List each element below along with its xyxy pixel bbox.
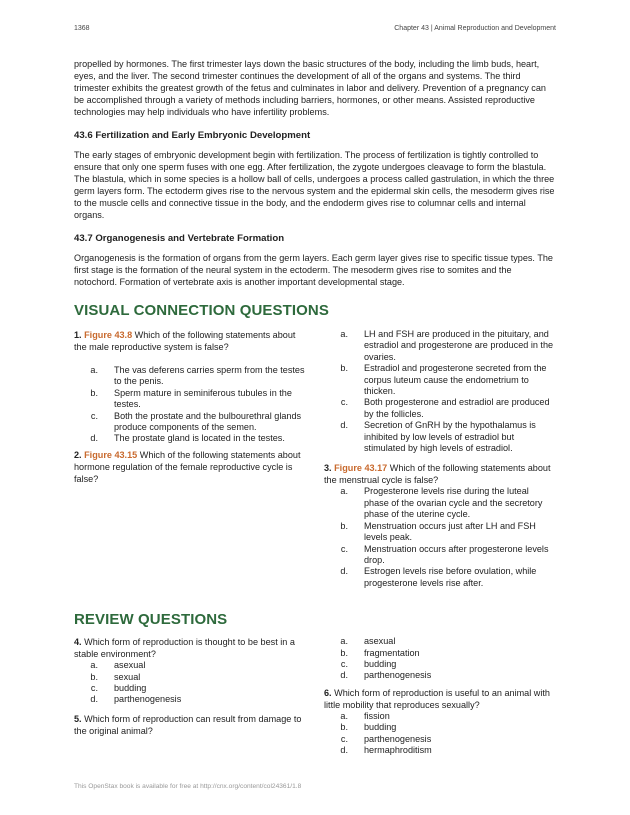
list-item: c. parthenogenesis xyxy=(340,733,432,744)
list-item: d. Secretion of GnRH by the hypothalamus is inhibited by low levels of estradiol but stimulated by high levels of estradiol. xyxy=(340,420,536,454)
q3-options xyxy=(324,486,556,589)
section-body-43-6: The early stages of embryonic development begin with fertilization. The process of fertilization is tightly controlled to ensure that only one sperm fuses with one egg. After fertilization, the zygote undergoes cleavage to form the blastula. The blastula, which in some species is a hollow ball of cells, undergoes a process called gastrulation, in which the three germ layers form. The ectoderm gives rise to the nervous system and the epidermal skin cells, the mesoderm gives rise to the muscle cells and connective tissue in the body, and the endoderm gives rise to columnar cells and internal organs. xyxy=(74,150,555,220)
question-text: Which of the following statements about hormone regulation of the female reproductive cycle is false? xyxy=(74,449,301,484)
list-item: a. Progesterone levels rise during the luteal phase of the ovarian cycle and the secretory phase of the uterine cycle. xyxy=(340,486,543,520)
page-content xyxy=(74,58,556,756)
question-text: Which form of reproduction is useful to an animal with little mobility that reproduces sexually? xyxy=(324,687,550,710)
question-1 xyxy=(74,329,306,353)
list-item: a. LH and FSH are produced in the pituitary, and estradiol and progesterone are produced in the ovaries. xyxy=(340,329,554,362)
q5-options xyxy=(324,636,556,682)
question-number: 5. xyxy=(74,713,82,724)
question-2 xyxy=(74,449,306,485)
q2-options xyxy=(324,329,556,454)
list-item: a. The vas deferens carries sperm from the testes to the penis. xyxy=(90,365,305,387)
vc-right-column xyxy=(324,329,556,589)
review-right-column xyxy=(324,636,556,756)
list-item: c. budding xyxy=(340,658,397,669)
vc-left-column xyxy=(74,329,306,589)
question-5 xyxy=(74,713,306,737)
visual-connection-questions xyxy=(74,329,556,589)
list-item: c. budding xyxy=(90,682,147,693)
list-item: a. asexual xyxy=(90,660,146,671)
review-questions xyxy=(74,636,556,756)
list-item: b. budding xyxy=(340,722,397,733)
list-item: c. Both the prostate and the bulbourethral glands produce components of the semen. xyxy=(90,410,302,433)
question-number: 2. xyxy=(74,449,82,460)
list-item: d. hermaphroditism xyxy=(340,744,432,755)
q4-options xyxy=(74,660,306,706)
question-text: Which of the following statements about the menstrual cycle is false? xyxy=(324,463,551,486)
question-text: Which of the following statements about the male reproductive system is false? xyxy=(74,330,296,352)
visual-connection-title: VISUAL CONNECTION QUESTIONS xyxy=(74,302,329,319)
question-number: 6. xyxy=(324,687,332,698)
question-number: 1. xyxy=(74,330,82,340)
page-number: 1368 xyxy=(74,25,90,32)
intro-paragraph: propelled by hormones. The first trimester lays down the basic structures of the body, including the limb buds, heart, eyes, and the liver. The second trimester continues the development of all of the organs and systems. The third trimester exhibits the greatest growth of the fetus and culminates in labor and delivery. Prevention of a pregnancy can be accomplished through a variety of methods including barriers, hormones, or other means. Assisted reproductive technologies may help individuals who have infertility problems. xyxy=(74,59,546,117)
figure-link[interactable]: Figure 43.8 xyxy=(84,330,133,340)
review-left-column xyxy=(74,636,306,756)
question-6 xyxy=(324,687,556,711)
list-item: b. sexual xyxy=(90,671,141,682)
question-number: 3. xyxy=(324,463,332,474)
list-item: b. Sperm mature in seminiferous tubules in the testes. xyxy=(90,387,292,410)
question-text: Which form of reproduction can result from damage to the original animal? xyxy=(74,713,302,736)
list-item: b. Estradiol and progesterone secreted from the corpus luteum cause the endometrium to thicken. xyxy=(340,363,547,397)
chapter-title: Chapter 43 | Animal Reproduction and Development xyxy=(394,25,556,32)
list-item: d. parthenogenesis xyxy=(340,670,432,681)
page-header xyxy=(74,25,556,32)
list-item: a. asexual xyxy=(340,636,396,647)
list-item: a. fission xyxy=(340,710,390,721)
question-text: Which form of reproduction is thought to be best in a stable environment? xyxy=(74,637,295,660)
list-item: c. Both progesterone and estradiol are produced by the follicles. xyxy=(340,397,550,419)
list-item: c. Menstruation occurs after progesterone levels drop. xyxy=(340,543,549,565)
section-heading-43-6: 43.6 Fertilization and Early Embryonic Development xyxy=(74,130,311,141)
q1-options xyxy=(74,365,306,445)
list-item: d. Estrogen levels rise before ovulation, while progesterone levels rise after. xyxy=(340,566,537,588)
q6-options xyxy=(324,711,556,757)
list-item: b. Menstruation occurs just after LH and FSH levels peak. xyxy=(340,520,536,543)
question-4 xyxy=(74,636,306,660)
question-number: 4. xyxy=(74,637,82,648)
page-footer: This OpenStax book is available for free at http://cnx.org/content/col24361/1.8 xyxy=(74,783,302,790)
question-3 xyxy=(324,462,556,486)
figure-link[interactable]: Figure 43.17 xyxy=(334,463,388,474)
list-item: b. fragmentation xyxy=(340,647,420,658)
list-item: d. The prostate gland is located in the testes. xyxy=(90,433,285,444)
section-heading-43-7: 43.7 Organogenesis and Vertebrate Formation xyxy=(74,233,285,244)
review-questions-title: REVIEW QUESTIONS xyxy=(74,611,228,629)
section-body-43-7: Organogenesis is the formation of organs from the germ layers. Each germ layer gives rise to specific tissue types. The first stage is the formation of the neural system in the ectoderm. The mesoderm gives rise to somites and the notochord. Formation of vertebrate axis is another important developmental stage. xyxy=(74,253,553,287)
figure-link[interactable]: Figure 43.15 xyxy=(84,449,138,460)
list-item: d. parthenogenesis xyxy=(90,694,182,705)
